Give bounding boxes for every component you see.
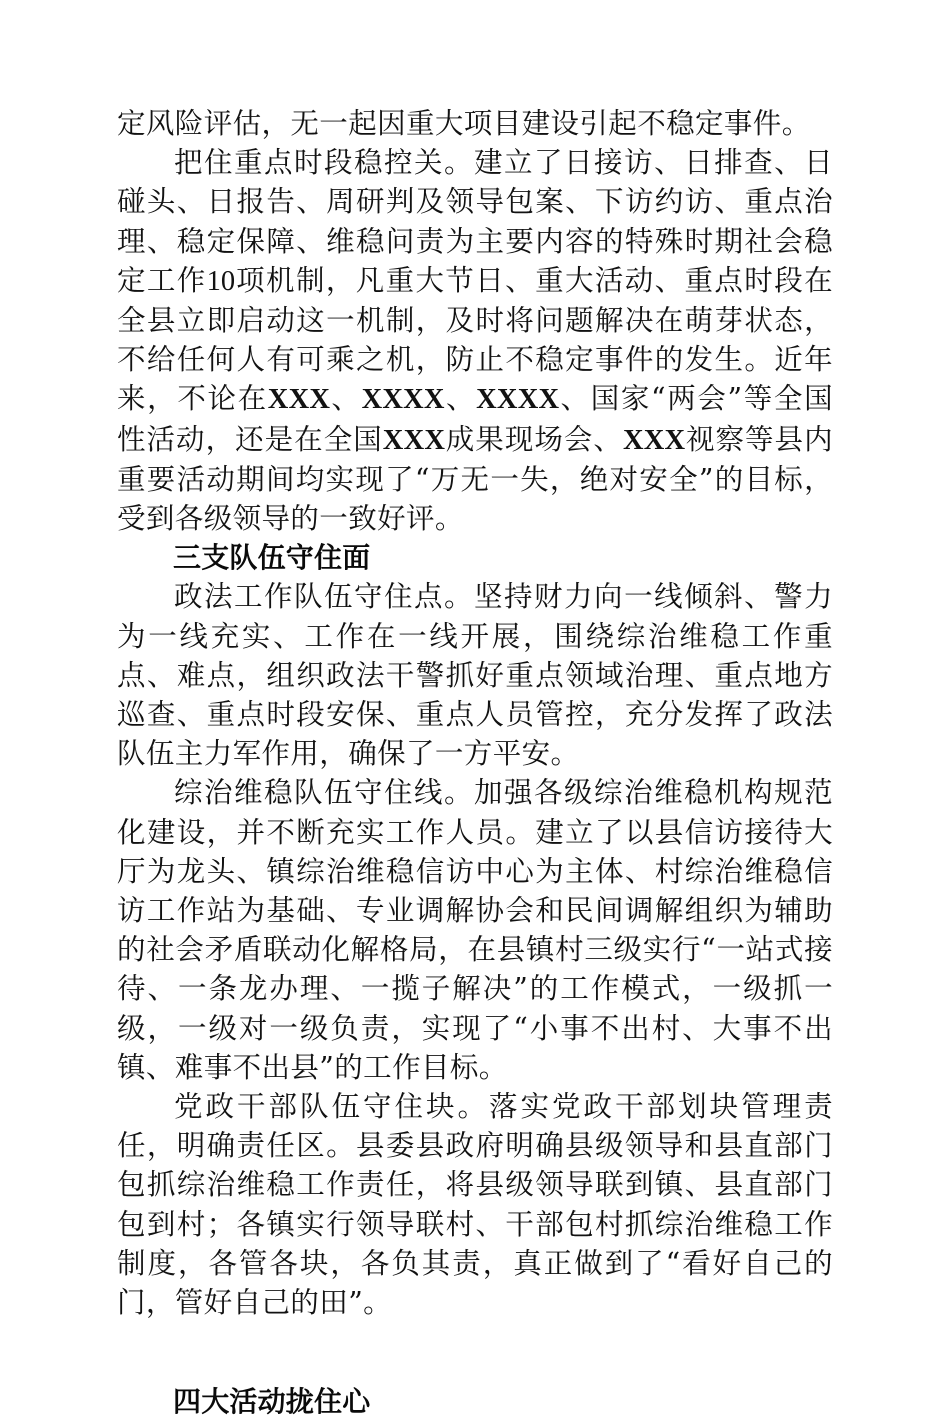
document-text-column — [117, 104, 833, 1422]
section-spacer — [117, 1322, 833, 1382]
heading-three-teams: 三支队伍守住面 — [173, 542, 371, 574]
heading-four-activities: 四大活动拢住心 — [173, 1386, 371, 1418]
paragraph-political-legal-team: 政法工作队伍守住点。坚持财力向一线倾斜、警力为一线充实、工作在一线开展，围绕综治维稳工作重点、难点，组织政法干警抓好重点领域治理、重点地方巡查、重点时段安保、重点人员管控，充分发挥了政法队伍主力军作用，确保了一方平安。 — [117, 580, 833, 771]
paragraph-party-cadre-team: 党政干部队伍守住块。落实党政干部划块管理责任，明确责任区。县委县政府明确县级领导和县直部门包抓综治维稳工作责任，将县级领导联到镇、县直部门包到村；各镇实行领导联村、干部包村抓综治维稳工作制度，各管各块，各负其责，真正做到了“看好自己的门，管好自己的田”。 — [117, 1090, 833, 1320]
paragraph-continued: 定风险评估，无一起因重大项目建设引起不稳定事件。 — [117, 107, 811, 140]
paragraph-comprehensive-management-team: 综治维稳队伍守住线。加强各级综治维稳机构规范化建设，并不断充实工作人员。建立了以县信访接待大厅为龙头、镇综治维稳信访中心为主体、村综治维稳信访工作站为基础、专业调解协会和民间调解组织为辅助的社会矛盾联动化解格局，在县镇村三级实行“一站式接待、一条龙办理、一揽子解决”的工作模式，一级抓一级，一级对一级负责，实现了“小事不出村、大事不出镇、难事不出县”的工作目标。 — [117, 776, 833, 1084]
paragraph-key-period-control: 把住重点时段稳控关。建立了日接访、日排查、日碰头、日报告、周研判及领导包案、下访约访、重点治理、稳定保障、维稳问责为主要内容的特殊时期社会稳定工作10项机制，凡重大节日、重大活动、重点时段在全县立即启动这一机制，及时将问题解决在萌芽状态，不给任何人有可乘之机，防止不稳定事件的发生。近年来，不论在XXX、XXXX、XXXX、国家“两会”等全国性活动，还是在全国XXX成果现场会、XXX视察等县内重要活动期间均实现了“万无一失，绝对安全”的目标，受到各级领导的一致好评。 — [117, 146, 833, 536]
